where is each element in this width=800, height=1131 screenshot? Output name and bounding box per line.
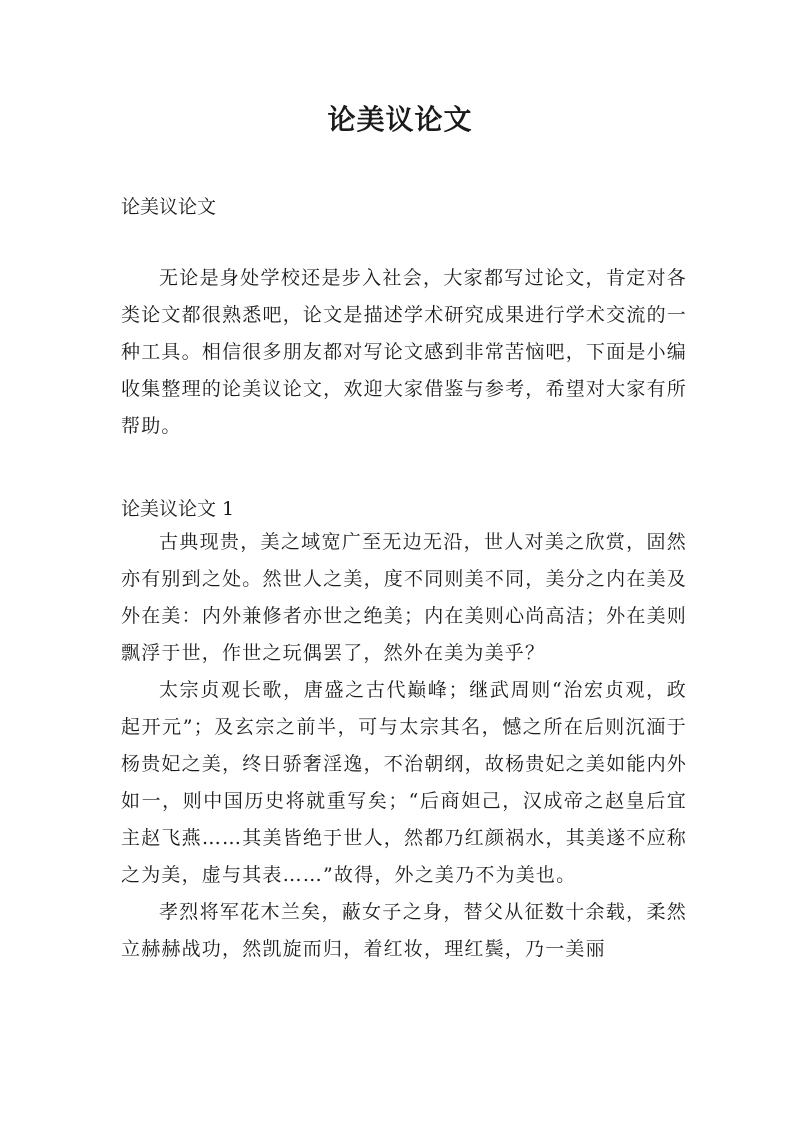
section-paragraph: 孝烈将军花木兰矣，蔽女子之身，替父从征数十余载，柔然立赫赫战功，然凯旋而归，着红妆，理红鬓，乃一美丽 — [121, 901, 687, 960]
section-paragraph: 太宗贞观长歌，唐盛之古代巅峰；继武周则“治宏贞观，政起开元”；及玄宗之前半，可与太宗其名，憾之所在后则沉湎于杨贵妃之美，终日骄奢淫逸，不治朝纲，故杨贵妃之美如能内外如一，则中国历史将就重写矣；“后商妲己，汉成帝之赵皇后宜主赵飞燕……其美皆绝于世人，然都乃红颜祸水，其美遂不应称之为美，虚与其表……”故得，外之美乃不为美也。 — [121, 679, 687, 886]
intro-paragraph: 无论是身处学校还是步入社会，大家都写过论文，肯定对各类论文都很熟悉吧，论文是描述学术研究成果进行学术交流的一种工具。相信很多朋友都对写论文感到非常苦恼吧，下面是小编收集整理的论美议论文，欢迎大家借鉴与参考，希望对大家有所帮助。 — [121, 267, 687, 437]
intro-block — [121, 260, 687, 445]
document-title: 论美议论文 — [327, 103, 473, 136]
section-body — [121, 524, 687, 968]
section-paragraph: 古典现贵，美之域宽广至无边无沿，世人对美之欣赏，固然亦有别到之处。然世人之美，度不同则美不同，美分之内在美及外在美：内外兼修者亦世之绝美；内在美则心尚高洁；外在美则飘浮于世，作世之玩偶罢了，然外在美为美乎？ — [121, 531, 687, 664]
document-subtitle: 论美议论文 — [121, 196, 217, 218]
section-heading: 论美议论文 1 — [121, 498, 235, 520]
